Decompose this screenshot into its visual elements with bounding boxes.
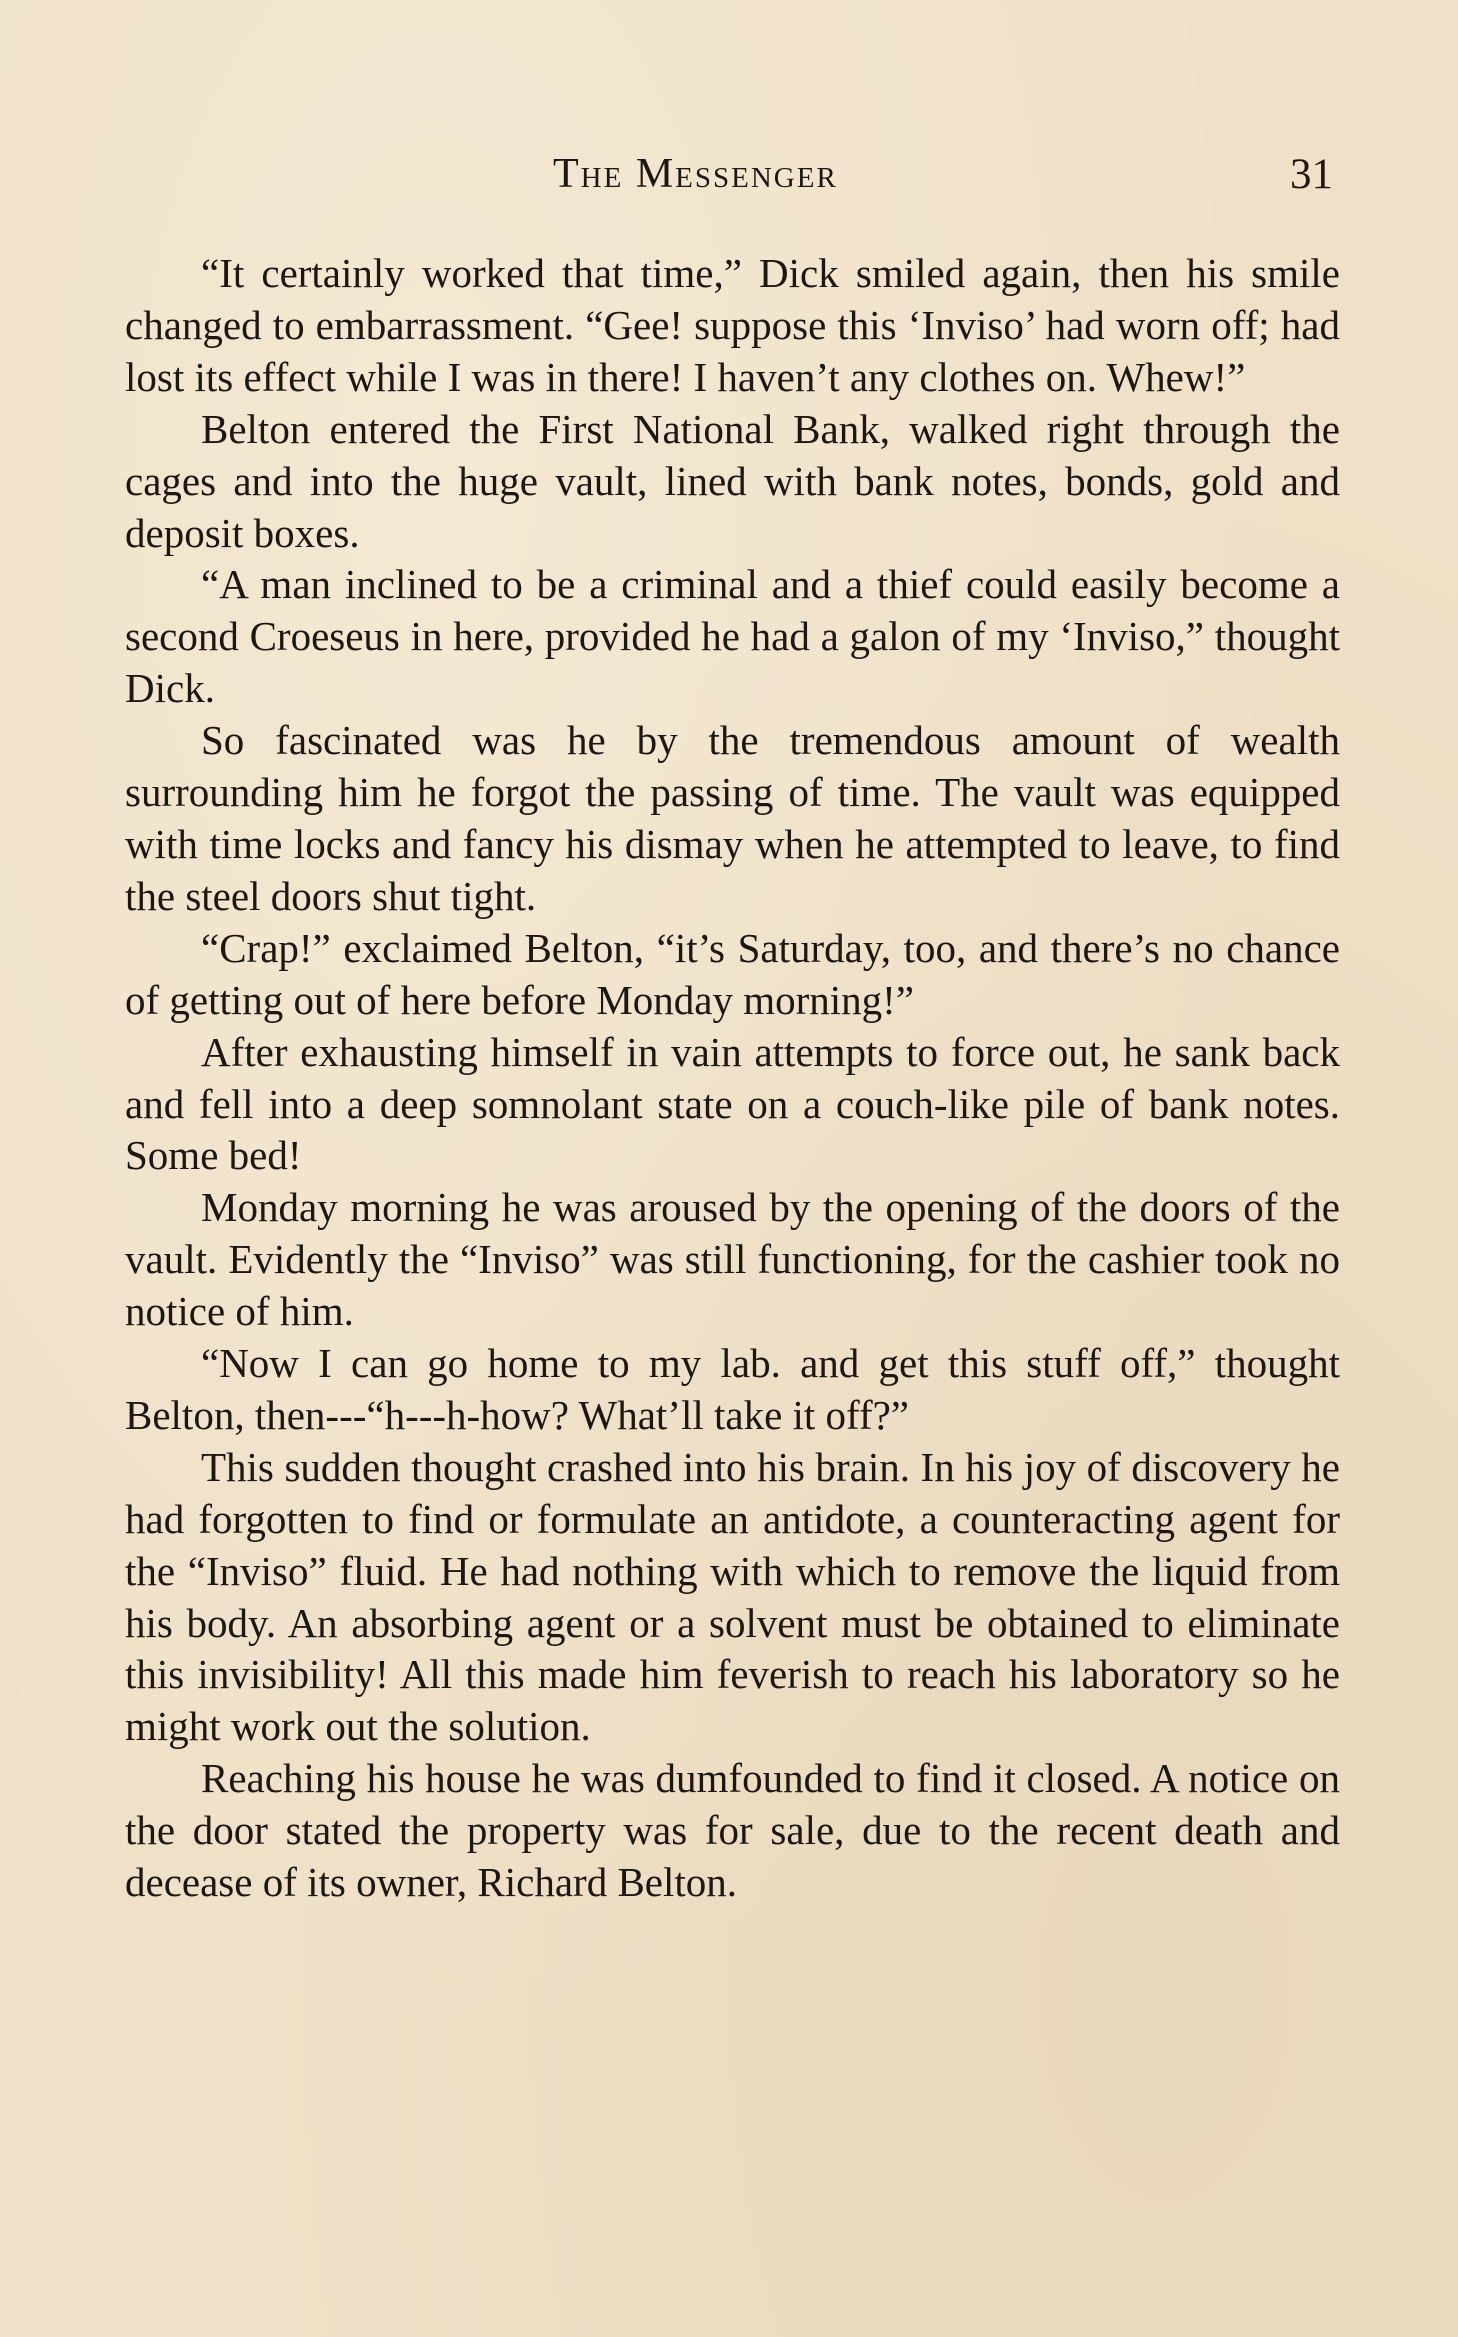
body-text xyxy=(125,248,1340,1909)
paragraph-5: “Crap!” exclaimed Belton, “it’s Saturday, too, and there’s no chance of getting out of here before Monday morning!” xyxy=(125,924,1340,1023)
paragraph-10: Reaching his house he was dumfounded to find it closed. A notice on the door stated the property was for sale, due to the recent death and decease of its owner, Richard Belton. xyxy=(125,1755,1340,1906)
paragraph-4: So fascinated was he by the tremendous amount of wealth surrounding him he forgot the passing of time. The vault was equipped with time locks and fancy his dismay when he attempted to leave, to find the steel doors shut tight. xyxy=(125,717,1340,919)
paragraph-3: “A man inclined to be a criminal and a thief could easily become a second Croeseus in here, provided he had a galon of my ‘Inviso,” thought Dick. xyxy=(125,561,1340,712)
running-head xyxy=(0,150,1458,210)
paragraph-8: “Now I can go home to my lab. and get this stuff off,” thought Belton, then---“h---h-how? What’ll take it off?” xyxy=(125,1340,1340,1438)
paragraph-9: This sudden thought crashed into his brain. In his joy of discovery he had forgotten to find or formulate an antidote, a counteracting agent for the “Inviso” fluid. He had nothing with which to remove the liquid from his body. An absorbing agent or a solvent must be obtained to eliminate this invisibility! All this made him feverish to reach his laboratory so he might work out the solution. xyxy=(125,1443,1340,1750)
paragraph-6: After exhausting himself in vain attempts to force out, he sank back and fell into a deep somnolant state on a couch-like pile of bank notes. Some bed! xyxy=(125,1028,1340,1179)
paragraph-2: Belton entered the First National Bank, walked right through the cages and into the huge vault, lined with bank notes, bonds, gold and deposit boxes. xyxy=(125,405,1340,556)
paragraph-7: Monday morning he was aroused by the opening of the doors of the vault. Evidently the “Inviso” was still functioning, for the cashier took no notice of him. xyxy=(125,1184,1340,1335)
paragraph-1: “It certainly worked that time,” Dick smiled again, then his smile changed to embarrassment. “Gee! suppose this ‘Inviso’ had worn off; had lost its effect while I was in there! I haven’t any clothes on. Whew!” xyxy=(125,250,1340,400)
running-title: The Messenger xyxy=(553,151,838,197)
page-number: 31 xyxy=(1290,151,1333,198)
